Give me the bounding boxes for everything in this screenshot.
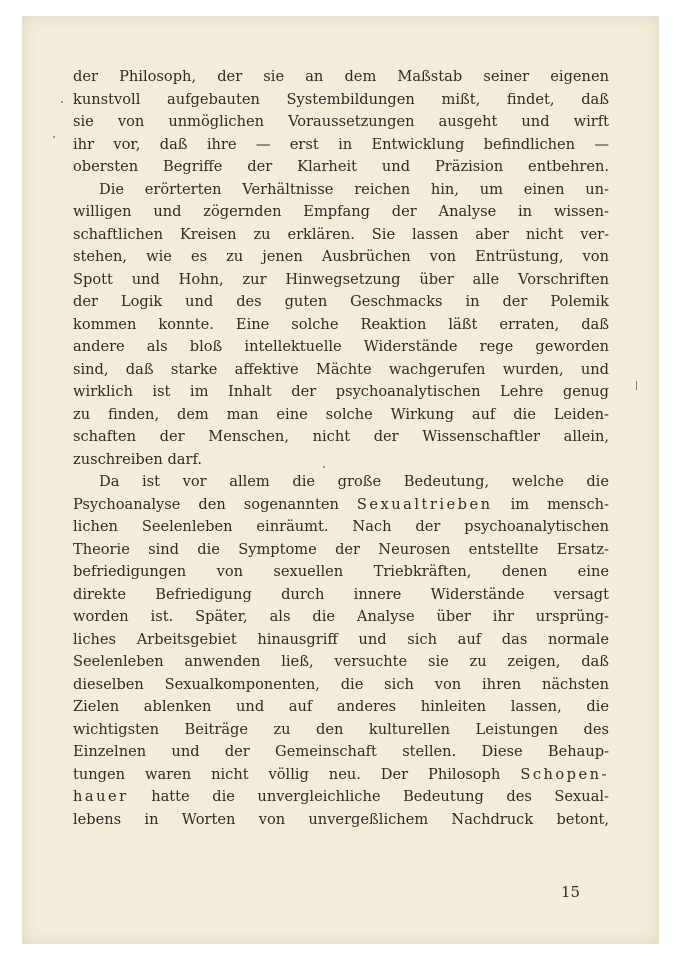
text-line: liches Arbeitsgebiet hinausgriff und sich auf das normale bbox=[73, 630, 609, 648]
emphasized-name: hauer bbox=[73, 788, 129, 805]
text-segment: im mensch- bbox=[492, 495, 609, 513]
text-line: schaftlichen Kreisen zu erklären. Sie lassen aber nicht ver- bbox=[73, 225, 609, 243]
text-segment: hatte die unvergleichliche Bedeutung des Sexual- bbox=[128, 788, 609, 805]
book-page bbox=[22, 16, 659, 944]
text-line: willigen und zögernden Empfang der Analyse in wissen- bbox=[73, 203, 609, 220]
text-line: Spott und Hohn, zur Hinwegsetzung über alle Vorschriften bbox=[73, 270, 609, 288]
text-line: sind, daß starke affektive Mächte wachgerufen wurden, und bbox=[73, 360, 609, 378]
text-segment: tungen waren nicht völlig neu. Der Philosoph bbox=[73, 765, 521, 783]
text-line: lebens in Worten von unvergeßlichem Nachdruck betont, bbox=[73, 810, 609, 828]
paper-speck bbox=[323, 466, 325, 468]
text-line: befriedigungen von sexuellen Triebkräften, denen eine bbox=[73, 563, 609, 580]
paper-speck bbox=[61, 101, 63, 103]
text-line: sie von unmöglichen Voraussetzungen ausgeht und wirft bbox=[73, 113, 609, 130]
text-line: ihr vor, daß ihre — erst in Entwicklung befindlichen — bbox=[73, 135, 609, 153]
emphasized-name: Schopen- bbox=[520, 765, 609, 783]
text-line: der Logik und des guten Geschmacks in der Polemik bbox=[73, 293, 609, 310]
page-number: 15 bbox=[561, 883, 581, 901]
text-line: Theorie sind die Symptome der Neurosen entstellte Ersatz- bbox=[73, 540, 609, 558]
paragraph-start-line: Die erörterten Verhältnisse reichen hin, um einen un- bbox=[99, 180, 609, 198]
text-line: Zielen ablenken und auf anderes hinleiten lassen, die bbox=[73, 698, 609, 715]
text-line: kommen konnte. Eine solche Reaktion läßt erraten, daß bbox=[73, 315, 609, 333]
text-line: wichtigsten Beiträge zu den kulturellen Leistungen des bbox=[73, 720, 609, 738]
text-line: der Philosoph, der sie an dem Maßstab seiner eigenen bbox=[73, 68, 609, 85]
text-line: direkte Befriedigung durch innere Widerstände versagt bbox=[73, 585, 609, 603]
text-line: Einzelnen und der Gemeinschaft stellen. Diese Behaup- bbox=[73, 743, 609, 760]
paper-speck bbox=[636, 381, 637, 390]
text-line: zu finden, dem man eine solche Wirkung auf die Leiden- bbox=[73, 405, 609, 423]
text-line: kunstvoll aufgebauten Systembildungen mißt, findet, daß bbox=[73, 90, 609, 108]
text-line: schaften der Menschen, nicht der Wissenschaftler allein, bbox=[73, 428, 609, 445]
paragraph-start-line: Da ist vor allem die große Bedeutung, welche die bbox=[99, 473, 609, 490]
text-line bbox=[73, 494, 609, 517]
text-line: andere als bloß intellektuelle Widerstände rege geworden bbox=[73, 338, 609, 355]
text-line: worden ist. Später, als die Analyse über ihr ursprüng- bbox=[73, 608, 609, 625]
body-text bbox=[73, 66, 609, 831]
text-line: wirklich ist im Inhalt der psychoanalytischen Lehre genug bbox=[73, 383, 609, 400]
text-segment: Psychoanalyse den sogenannten bbox=[73, 495, 357, 513]
paper-speck bbox=[53, 136, 55, 138]
text-line bbox=[73, 786, 609, 809]
text-line: lichen Seelenleben einräumt. Nach der psychoanalytischen bbox=[73, 518, 609, 535]
paragraph-end-line: zuschreiben darf. bbox=[73, 450, 202, 468]
emphasized-term: Sexualtrieben bbox=[356, 495, 493, 513]
text-line bbox=[73, 764, 609, 787]
text-line: obersten Begriffe der Klarheit und Präzision entbehren. bbox=[73, 158, 609, 175]
text-line: stehen, wie es zu jenen Ausbrüchen von Entrüstung, von bbox=[73, 248, 609, 265]
text-line: dieselben Sexualkomponenten, die sich von ihren nächsten bbox=[73, 675, 609, 693]
text-line: Seelenleben anwenden ließ, versuchte sie zu zeigen, daß bbox=[73, 653, 609, 670]
